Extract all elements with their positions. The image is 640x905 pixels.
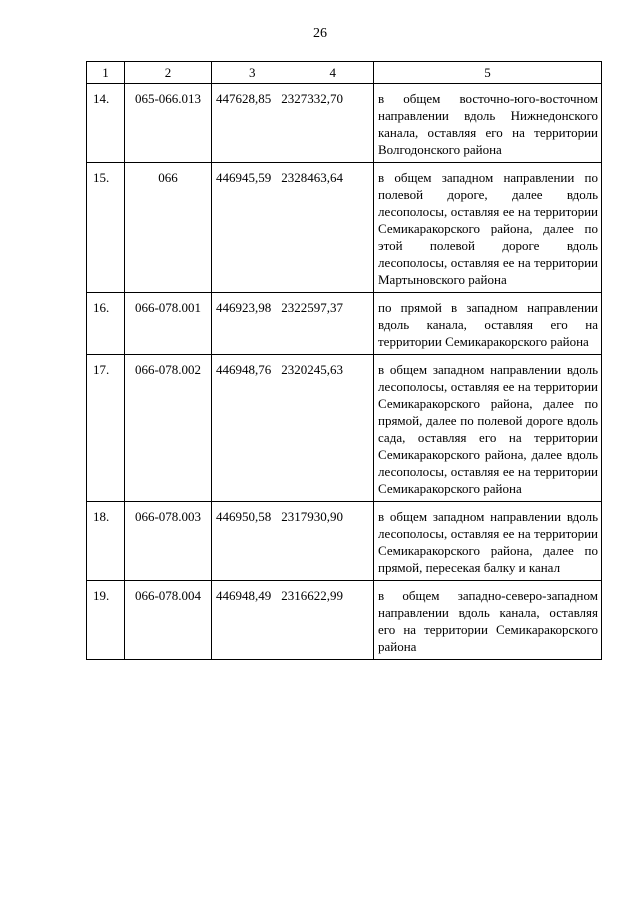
boundary-description: в общем западном направлении вдоль лесополосы, оставляя ее на территории Семикаракорского района, далее по прямой, пересекая балку и канал <box>374 502 602 581</box>
coord-x: 446948,49 <box>216 588 272 603</box>
header-col-1: 1 <box>87 62 125 84</box>
row-number: 18. <box>87 502 125 581</box>
coordinates <box>212 293 374 355</box>
point-code: 066-078.004 <box>125 581 212 660</box>
coordinates <box>212 84 374 163</box>
table-row <box>87 355 602 502</box>
coordinates <box>212 502 374 581</box>
coord-y: 2320245,63 <box>281 362 343 377</box>
header-row <box>87 62 602 84</box>
coordinates <box>212 163 374 293</box>
row-number: 16. <box>87 293 125 355</box>
coord-x: 446945,59 <box>216 170 272 185</box>
coord-x: 446923,98 <box>216 300 272 315</box>
coordinates <box>212 355 374 502</box>
table-row <box>87 84 602 163</box>
point-code: 066 <box>125 163 212 293</box>
table-row <box>87 163 602 293</box>
boundary-description: в общем западном направлении по полевой дороге, далее вдоль лесополосы, оставляя ее на территории Семикаракорского района, далее по этой полевой дороге вдоль лесополосы, оставляя ее на территории Мартыновского района <box>374 163 602 293</box>
point-code: 066-078.001 <box>125 293 212 355</box>
point-code: 066-078.003 <box>125 502 212 581</box>
row-number: 19. <box>87 581 125 660</box>
coord-y: 2322597,37 <box>281 300 343 315</box>
table-row <box>87 293 602 355</box>
header-col-3-4 <box>212 62 374 84</box>
table-row <box>87 581 602 660</box>
header-col-5: 5 <box>374 62 602 84</box>
header-col-3: 3 <box>249 65 256 80</box>
header-col-2: 2 <box>125 62 212 84</box>
coord-x: 446948,76 <box>216 362 272 377</box>
boundary-description: по прямой в западном направлении вдоль канала, оставляя его на территории Семикаракорского района <box>374 293 602 355</box>
coordinates <box>212 581 374 660</box>
coord-y: 2317930,90 <box>281 509 343 524</box>
coord-x: 446950,58 <box>216 509 272 524</box>
table-row <box>87 502 602 581</box>
row-number: 14. <box>87 84 125 163</box>
coord-y: 2316622,99 <box>281 588 343 603</box>
row-number: 17. <box>87 355 125 502</box>
point-code: 066-078.002 <box>125 355 212 502</box>
page-number: 26 <box>313 26 327 41</box>
boundary-table <box>86 61 602 660</box>
point-code: 065-066.013 <box>125 84 212 163</box>
boundary-description: в общем восточно-юго-восточном направлении вдоль Нижнедонского канала, оставляя его на территории Волгодонского района <box>374 84 602 163</box>
header-col-4: 4 <box>329 65 336 80</box>
coord-y: 2328463,64 <box>281 170 343 185</box>
coord-y: 2327332,70 <box>281 91 343 106</box>
coord-x: 447628,85 <box>216 91 272 106</box>
boundary-description: в общем западно-северо-западном направлении вдоль канала, оставляя его на территории Семикаракорского района <box>374 581 602 660</box>
row-number: 15. <box>87 163 125 293</box>
boundary-description: в общем западном направлении вдоль лесополосы, оставляя ее на территории Семикаракорского района, далее по прямой, далее по полевой дороге вдоль сада, оставляя его на территории Семикаракорского района, далее вдоль лесополосы, оставляя ее на территории Семикаракорского района <box>374 355 602 502</box>
